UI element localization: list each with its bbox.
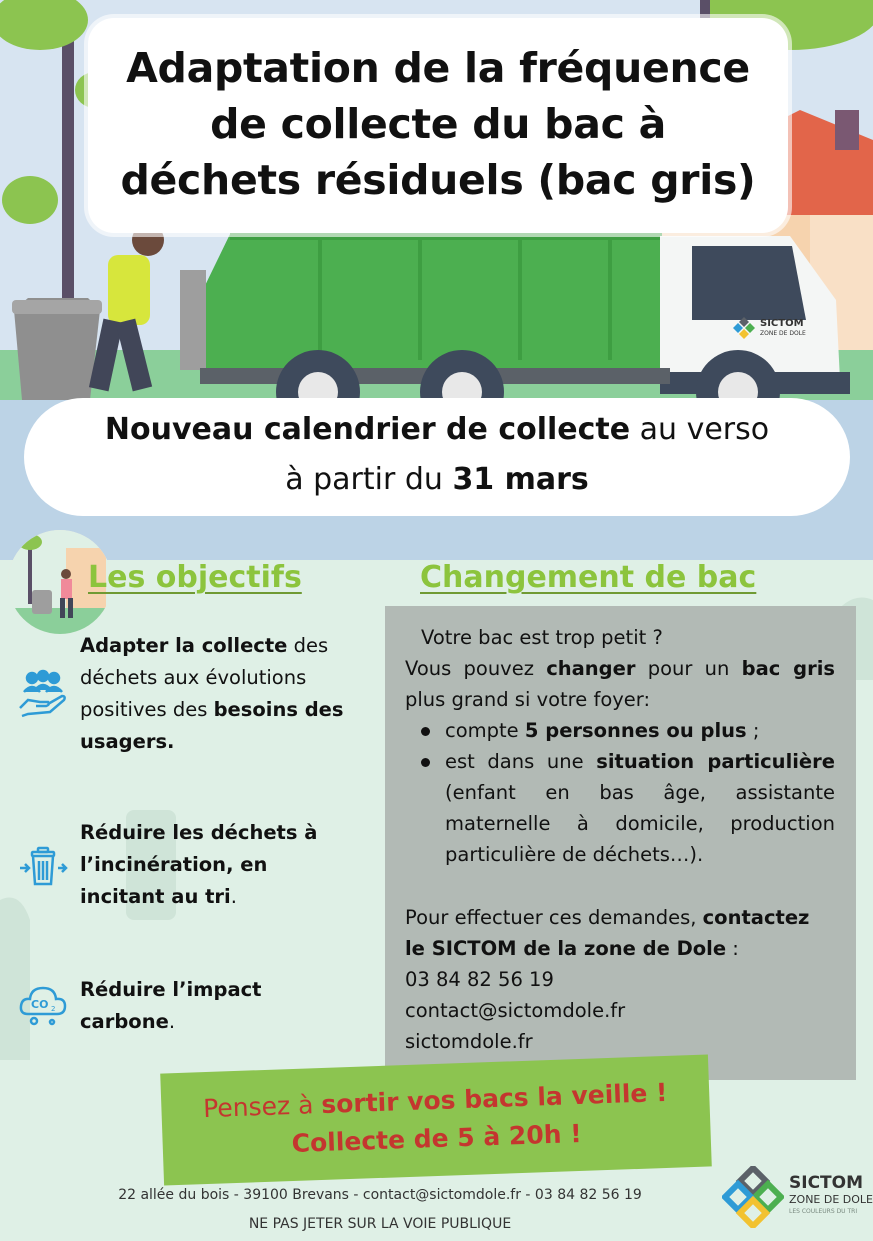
objective-2-period: . [230,885,237,908]
objective-1 [80,630,345,758]
reminder-pre: Pensez à [202,1090,322,1124]
calendar-date-pre: à partir du [285,462,453,497]
incinerator-icon [18,842,68,892]
reminder-bold: sortir vos bacs la veille ! [320,1077,668,1119]
criteria-2-text-a: est dans une [445,750,597,773]
calendar-rest: au verso [630,412,770,447]
logo-tagline: LES COULEURS DU TRI [789,1208,858,1215]
objective-3-bold: Réduire l’impact carbone [80,978,262,1033]
criteria-1-bold: 5 personnes ou plus [524,719,747,742]
change-criteria-list [405,715,835,870]
change-panel [385,606,856,1080]
calendar-notice-line-1 [24,410,850,450]
reminder-banner [160,1054,712,1185]
change-heading: Changement de bac [420,560,757,595]
objective-1-bold-a: Adapter la collecte [80,634,288,657]
contact-text-b: : [726,937,739,960]
objective-2-bold: Réduire les déchets à l’incinération, en incitant au tri [80,821,318,908]
objective-2 [80,817,325,913]
objective-3-period: . [168,1010,176,1033]
change-bold-a: changer [546,657,636,680]
title-line-3: déchets résiduels (bac gris) [120,156,756,204]
change-text-b: pour un [635,657,742,680]
title-line-2: de collecte du bac à [210,100,666,148]
calendar-bold: Nouveau calendrier de collecte [104,412,631,447]
people-hand-icon [18,668,68,718]
reminder-hours: Collecte de 5 à 20h ! [291,1118,583,1159]
title-line-1: Adaptation de la fréquence [126,44,750,92]
calendar-notice [24,398,850,516]
sictom-logo-icon [722,1166,784,1228]
sictom-logo-icon [732,316,756,340]
co2-cloud-icon [18,978,68,1028]
contact-email[interactable]: contact@sictomdole.fr [405,999,626,1022]
criteria-1-text-a: compte [445,719,525,742]
footer-notice: NE PAS JETER SUR LA VOIE PUBLIQUE [248,1216,512,1232]
logo-name: SICTOM [789,1173,864,1193]
criteria-2-text-b: (enfant en bas âge, assistante maternelle à domicile, production particulière de déchets…). [445,781,835,866]
contact-text-a: Pour effectuer ces demandes, [405,906,703,929]
change-text-a: Vous pouvez [405,657,547,680]
objective-1-text: des déchets aux évolutions positives des [80,634,329,721]
calendar-date: 31 mars [452,462,589,497]
objective-1-bold-b: besoins des usagers. [80,698,344,753]
truck-logo-sub: ZONE DE DOLE [760,330,806,337]
svg-text:CO: CO [31,998,49,1011]
logo-subtitle: ZONE DE DOLE [789,1193,873,1206]
list-item [405,746,835,870]
objective-3 [80,974,280,1038]
contact-website[interactable]: sictomdole.fr [405,1030,533,1053]
change-text-c: plus grand si votre foyer: [405,688,651,711]
change-bold-b: bac gris [741,657,835,680]
list-item [405,715,835,746]
contact-bold: contactez le SICTOM de la zone de Dole [405,906,810,960]
criteria-1-text-b: ; [746,719,760,742]
objectives-heading: Les objectifs [88,560,302,595]
calendar-notice-line-2 [24,460,850,500]
change-intro: Votre bac est trop petit ? [421,626,663,649]
title-box [88,18,788,233]
truck-logo-name: SICTOM [760,318,804,329]
contact-instructions [405,902,835,964]
contact-phone[interactable]: 03 84 82 56 19 [405,968,554,991]
footer-address: 22 allée du bois - 39100 Brevans - contact@sictomdole.fr - 03 84 82 56 19 [118,1187,642,1203]
change-conditions [405,653,835,715]
page-title [88,40,788,208]
criteria-2-bold: situation particulière [596,750,835,773]
svg-text:2: 2 [51,1005,56,1013]
